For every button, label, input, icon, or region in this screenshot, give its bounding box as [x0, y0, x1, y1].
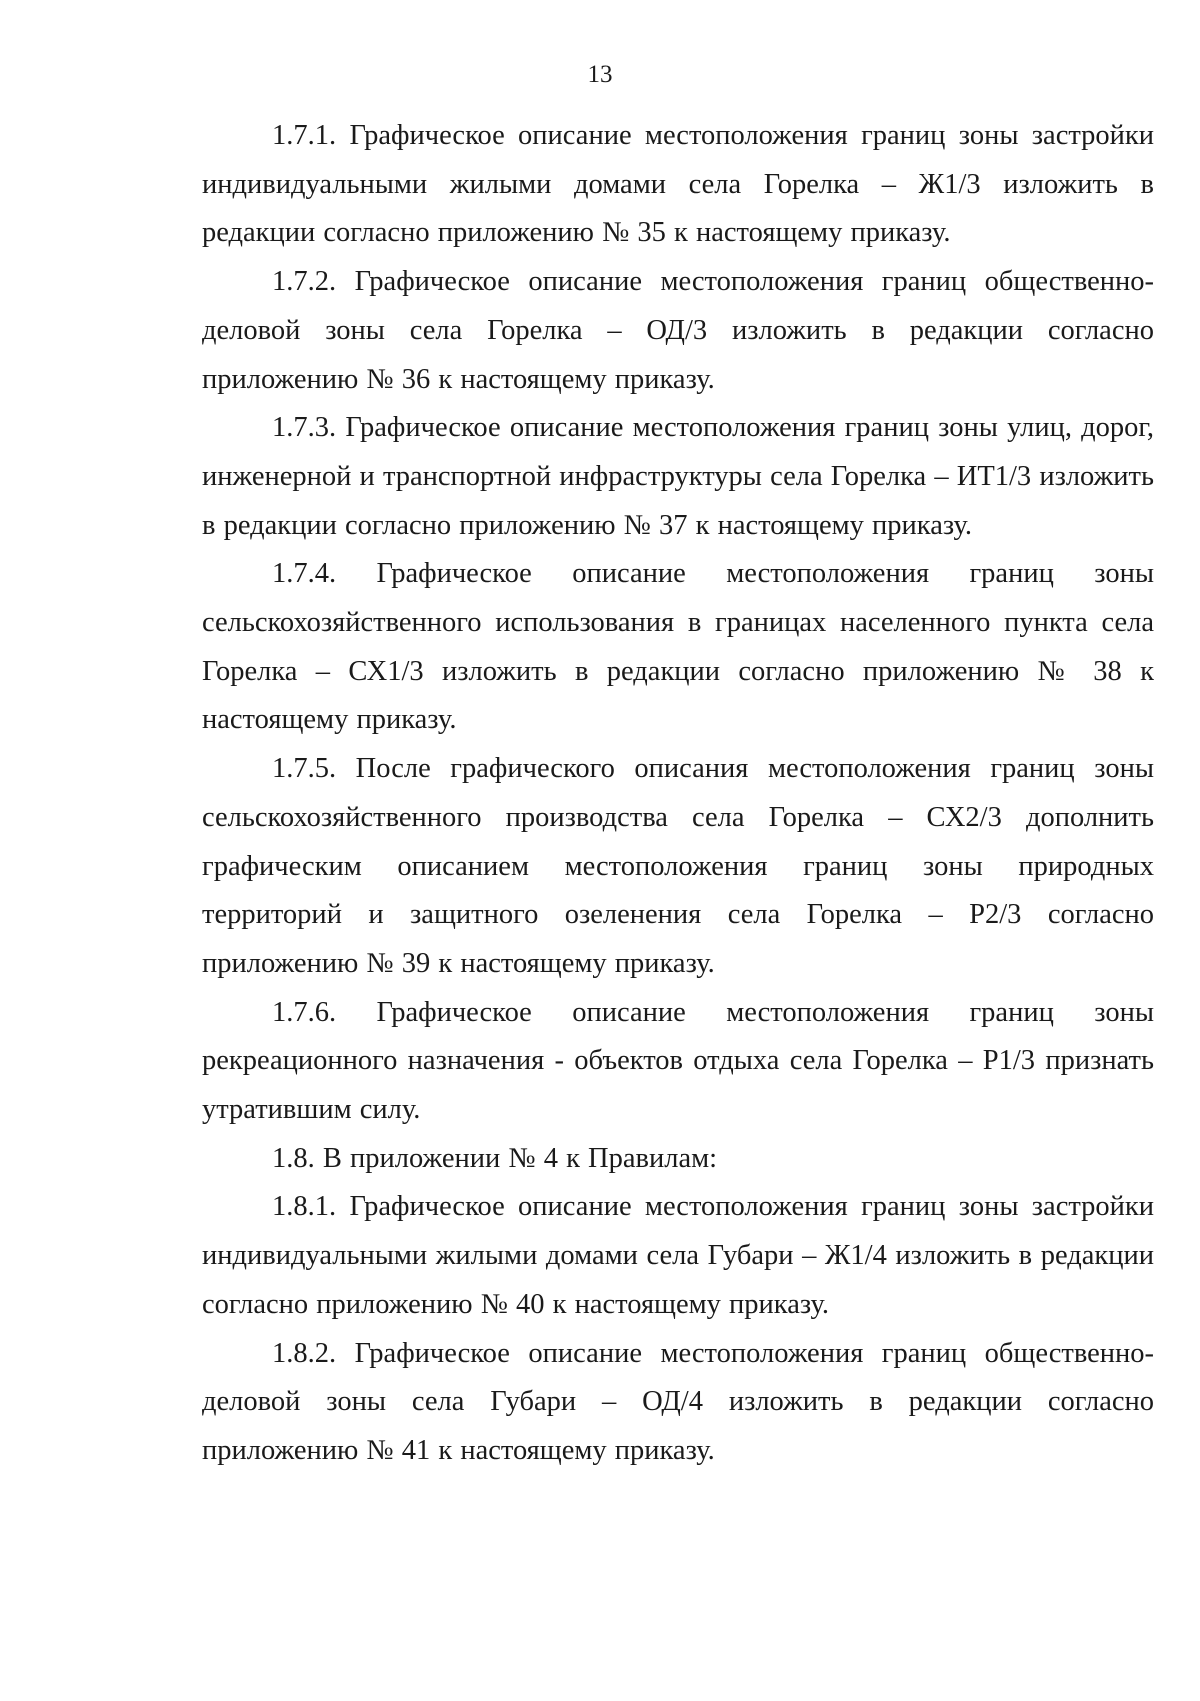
paragraph-1-7-4: 1.7.4. Графическое описание местоположения границ зоны сельскохозяйственного использования в границах населенного пункта села Горелка – СХ1/3 изложить в редакции согласно приложению № 38 к настоящему приказу.: [202, 558, 1154, 736]
paragraph-1-7-6: 1.7.6. Графическое описание местоположения границ зоны рекреационного назначения - объектов отдыха села Горелка – Р1/3 признать утратившим силу.: [202, 996, 1154, 1126]
paragraph-1-7-5: 1.7.5. После графического описания местоположения границ зоны сельскохозяйственного производства села Горелка – СХ2/3 дополнить графическим описанием местоположения границ зоны природных территорий и защитного озеленения села Горелка – Р2/3 согласно приложению № 39 к настоящему приказу.: [202, 753, 1154, 979]
paragraph-1-8-1: 1.8.1. Графическое описание местоположения границ зоны застройки индивидуальными жилыми домами села Губари – Ж1/4 изложить в редакции согласно приложению № 40 к настоящему приказу.: [202, 1191, 1154, 1320]
paragraph-1-8: 1.8. В приложении № 4 к Правилам:: [272, 1142, 718, 1174]
document-body: [202, 112, 1154, 1476]
paragraph-1-7-2: 1.7.2. Графическое описание местоположения границ общественно-деловой зоны села Горелка – ОД/3 изложить в редакции согласно приложению № 36 к настоящему приказу.: [202, 266, 1154, 395]
paragraph-1-8-2: 1.8.2. Графическое описание местоположения границ общественно-деловой зоны села Губари – ОД/4 изложить в редакции согласно приложению № 41 к настоящему приказу.: [202, 1337, 1154, 1466]
paragraph-1-7-3: 1.7.3. Графическое описание местоположения границ зоны улиц, дорог, инженерной и транспортной инфраструктуры села Горелка – ИТ1/3 изложить в редакции согласно приложению № 37 к настоящему приказу.: [202, 412, 1154, 541]
page-number: 13: [587, 61, 613, 88]
paragraph-1-7-1: 1.7.1. Графическое описание местоположения границ зоны застройки индивидуальными жилыми домами села Горелка – Ж1/3 изложить в редакции согласно приложению № 35 к настоящему приказу.: [202, 120, 1154, 249]
